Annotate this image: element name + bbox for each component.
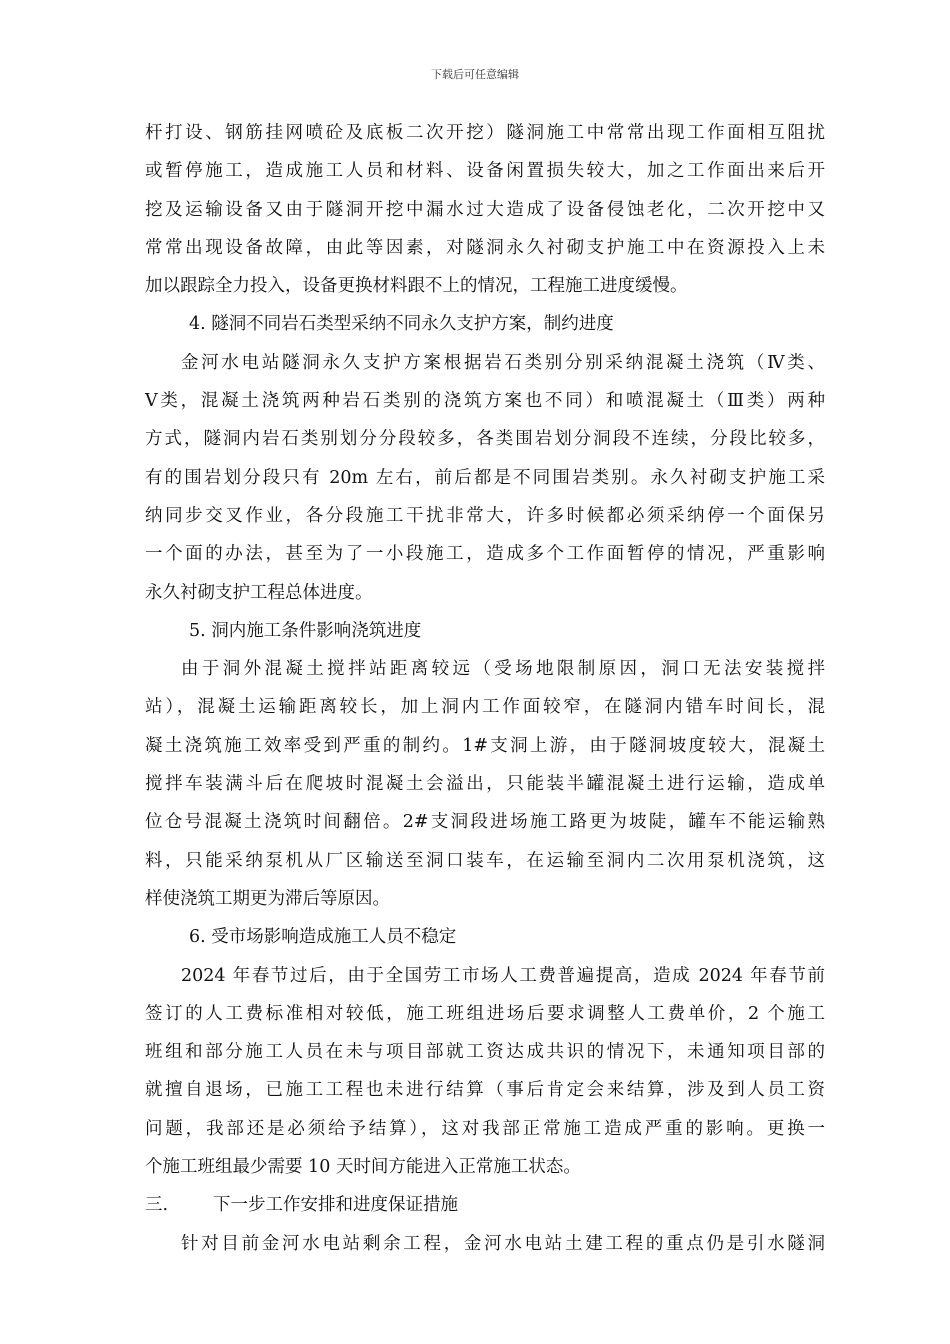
paragraph-line: 问题，我部还是必须给予结算），这对我部正常施工造成严重的影响。更换一 — [145, 1118, 825, 1139]
paragraph-line: 或暂停施工，造成施工人员和材料、设备闲置损失较大，加之工作面出来后开 — [145, 161, 825, 182]
document-body — [145, 114, 825, 1263]
paragraph-line: 挖及运输设备又由于隧洞开挖中漏水过大造成了设备侵蚀老化，二次开挖中又 — [145, 199, 825, 220]
section-number: 三. — [145, 1195, 169, 1216]
paragraph-line: 料，只能采纳泵机从厂区输送至洞口装车，在运输至洞内二次用泵机浇筑，这 — [145, 850, 825, 871]
paragraph-line: 纳同步交叉作业，各分段施工干扰非常大，许多时候都必须采纳停一个面保另 — [145, 505, 825, 526]
paragraph-line: 方式，隧洞内岩石类别划分分段较多，各类围岩划分洞段不连续，分段比较多， — [145, 429, 825, 450]
paragraph-line: 凝土浇筑施工效率受到严重的制约。1#支洞上游，由于隧洞坡度较大，混凝土 — [145, 735, 825, 756]
paragraph-line: 站），混凝土运输距离较长，加上洞内工作面较窄，在隧洞内错车时间长，混 — [145, 697, 825, 718]
page-header: 下载后可任意编辑 — [431, 68, 519, 81]
paragraph-line: 一个面的办法，甚至为了一小段施工，造成多个工作面暂停的情况，严重影响 — [145, 544, 825, 565]
paragraph-line: Ⅴ类，混凝土浇筑两种岩石类别的浇筑方案也不同）和喷混凝土（Ⅲ类）两种 — [145, 391, 825, 412]
paragraph-line: 永久衬砌支护工程总体进度。 — [145, 582, 373, 603]
section-title: 下一步工作安排和进度保证措施 — [213, 1195, 458, 1216]
paragraph-line: 针对目前金河水电站剩余工程，金河水电站土建工程的重点仍是引水隧洞 — [181, 1233, 825, 1254]
subheading-5: 5. 洞内施工条件影响浇筑进度 — [189, 620, 422, 641]
paragraph-line: 有的围岩划分段只有 20m 左右，前后都是不同围岩类别。永久衬砌支护施工采 — [145, 467, 825, 488]
section-heading-3 — [145, 1186, 825, 1224]
paragraph-line: 2024 年春节过后，由于全国劳工市场人工费普遍提高，造成 2024 年春节前 — [181, 965, 825, 986]
paragraph-line: 签订的人工费标准相对较低，施工班组进场后要求调整人工费单价，2 个施工 — [145, 1003, 825, 1024]
paragraph-line: 加以跟踪全力投入，设备更换材料跟不上的情况，工程施工进度缓慢。 — [145, 276, 688, 297]
paragraph-line: 搅拌车装满斗后在爬坡时混凝土会溢出，只能装半罐混凝土进行运输，造成单 — [145, 774, 825, 795]
paragraph-line: 样使浇筑工期更为滞后等原因。 — [145, 888, 390, 909]
subheading-4: 4. 隧洞不同岩石类型采纳不同永久支护方案，制约进度 — [189, 314, 614, 335]
subheading-6: 6. 受市场影响造成施工人员不稳定 — [189, 927, 457, 948]
paragraph-line: 金河水电站隧洞永久支护方案根据岩石类别分别采纳混凝土浇筑（Ⅳ类、 — [181, 352, 825, 373]
paragraph-line: 杆打设、钢筋挂网喷砼及底板二次开挖）隧洞施工中常常出现工作面相互阻扰 — [145, 123, 825, 143]
paragraph-line: 就擅自退场，已施工工程也未进行结算（事后肯定会来结算，涉及到人员工资 — [145, 1080, 825, 1101]
paragraph-line: 位仓号混凝土浇筑时间翻倍。2#支洞段进场施工路更为坡陡，罐车不能运输熟 — [145, 812, 825, 833]
paragraph-line: 个施工班组最少需要 10 天时间方能进入正常施工状态。 — [145, 1157, 581, 1178]
paragraph-line: 班组和部分施工人员在未与项目部就工资达成共识的情况下，未通知项目部的 — [145, 1042, 825, 1063]
paragraph-line: 由于洞外混凝土搅拌站距离较远（受场地限制原因，洞口无法安装搅拌 — [181, 659, 825, 680]
paragraph-line: 常常出现设备故障，由此等因素，对隧洞永久衬砌支护施工中在资源投入上未 — [145, 237, 825, 258]
